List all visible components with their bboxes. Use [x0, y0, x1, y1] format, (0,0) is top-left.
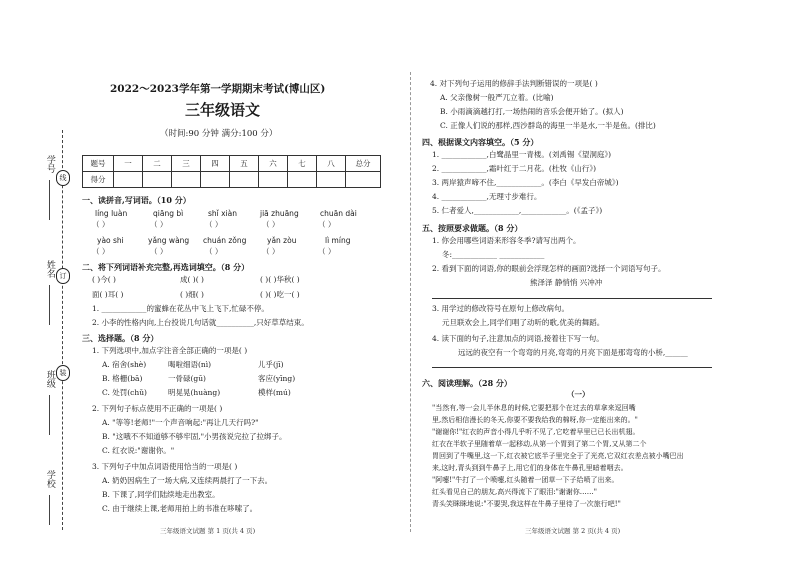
option-c[interactable]: C. 由于继续上课,老师用拍上的书准在哆嗦了。 — [102, 504, 258, 513]
score-cell[interactable] — [317, 172, 346, 188]
option-item: 明晃晃(huàng) — [168, 388, 221, 397]
name-label: 姓名 — [44, 260, 55, 278]
idiom-blank[interactable]: ( )今( ) — [92, 275, 116, 284]
poem-fill[interactable]: 1. ____________,白鹭晶里一青楼。(刘禹锡《望洞庭》) — [432, 150, 612, 159]
idiom-blank[interactable]: 成( )( ) — [180, 275, 204, 284]
answer-paren[interactable]: （ ） — [262, 220, 280, 229]
question-text: 1. 下列选项中,加点字注音全部正确的一项是( ) — [92, 346, 248, 355]
answer-paren[interactable]: （ ） — [92, 220, 110, 229]
question-text: 2. 下列句子标点使用不正确的一项是( ) — [92, 404, 223, 413]
word-list: 熊泽泽 静悄悄 兴冲冲 — [530, 278, 603, 287]
passage-line: 胃回到了牛嘴里,这一下,红衣被它底半子里完全于了光亮,它双红衣差点被小嘴巴出 — [432, 452, 684, 460]
page-footer-right: 三年级语文试题 第 2 页(共 4 页) — [525, 527, 621, 535]
question-text: 1. 你会用哪些词语来形容冬季?请写出两个。 — [432, 236, 581, 245]
exam-duration: （时间:90 分钟 满分:100 分） — [160, 129, 278, 139]
binding-dashed-line — [62, 130, 63, 530]
question-text: 2. 看到下面的词语,你的眼前会浮现怎样的画面?选择一个词语写句子。 — [432, 264, 666, 273]
option-item: 一骨碌(gū) — [168, 374, 206, 383]
section-3-title: 三、选择题。（8 分） — [82, 333, 159, 343]
continuation-sentence[interactable]: 远远的夜空有一个弯弯的月亮,弯弯的月亮下面是那弯弯的小桥,______ — [458, 348, 688, 357]
answer-paren[interactable]: （ ） — [318, 247, 336, 256]
score-header-cell: 五 — [230, 156, 259, 172]
option-c[interactable]: C. 处罚(chǔ) — [102, 388, 147, 397]
option-b[interactable]: B. 格栅(bā) — [102, 374, 143, 383]
seal-pack-mark: 装 — [56, 365, 70, 381]
section-1-title: 一、读拼音,写词语。（10 分） — [82, 195, 191, 205]
exam-title: 2022～2023学年第一学期期末考试(博山区) — [110, 83, 326, 95]
poem-fill[interactable]: 2. ____________,霜叶红于二月花。(杜牧《山行》) — [432, 164, 597, 173]
score-header-cell: 一 — [114, 156, 143, 172]
idiom-blank[interactable]: ( )( )吃一( ) — [260, 290, 300, 299]
score-cell[interactable] — [259, 172, 288, 188]
pinyin-item: jiā zhuāng — [260, 209, 299, 218]
score-header-cell: 八 — [317, 156, 346, 172]
answer-paren[interactable]: （ ） — [262, 247, 280, 256]
question-text: 4. 对下列句子运用的修辞手法判断错误的一项是( ) — [430, 79, 598, 88]
score-header-cell: 六 — [259, 156, 288, 172]
section-4-title: 四、根据课文内容填空。（5 分） — [422, 137, 539, 147]
passage-line: 红衣在半软子里随着草一起移动,从第一个胃到了第二个胃,又从第二个 — [432, 440, 647, 448]
score-header-cell: 七 — [288, 156, 317, 172]
pinyin-item: shǐ xiàn — [208, 209, 238, 218]
question-text: 4. 读下面的句子,注意加点的词语,接着往下写一句。 — [432, 334, 604, 343]
pinyin-item: yào shi — [97, 236, 124, 245]
passage-line: 红头看见自己的朋友,高兴得流下了眼泪:"谢谢你……" — [432, 488, 598, 496]
seal-line-mark: 线 — [56, 170, 70, 186]
idiom-blank[interactable]: ( )细( ) — [180, 290, 204, 299]
column-divider — [410, 72, 411, 532]
pinyin-item: yǎng wàng — [148, 236, 190, 245]
sentence-to-edit[interactable]: 元旦联欢会上,同学们唱了动听的歌,优美的舞蹈。 — [442, 318, 605, 327]
answer-paren[interactable]: （ ） — [92, 247, 110, 256]
question-text: 3. 用学过的修改符号在原句上修改病句。 — [432, 304, 570, 313]
answer-paren[interactable]: （ ） — [150, 220, 168, 229]
option-b[interactable]: B. 下课了,同学们陆续地走出教室。 — [102, 490, 220, 499]
option-item: 模样(mú) — [258, 388, 291, 397]
option-b[interactable]: B. "这哦不不知道够不够牢固,"小男孩说完拉了拉绑子。 — [102, 432, 287, 441]
score-cell[interactable] — [114, 172, 143, 188]
score-cell[interactable] — [288, 172, 317, 188]
answer-line[interactable]: 冬:____________ ____________ — [442, 250, 545, 259]
score-header-cell: 二 — [143, 156, 172, 172]
answer-paren[interactable]: （ ） — [318, 220, 336, 229]
score-cell[interactable] — [230, 172, 259, 188]
writing-line[interactable] — [432, 367, 712, 368]
pinyin-item: chuán zǒng — [203, 236, 247, 245]
subject-title: 三年级语文 — [185, 101, 261, 119]
option-c[interactable]: C. 红衣说:"谢谢你。" — [102, 446, 175, 455]
score-table — [82, 155, 381, 188]
score-header-cell: 三 — [172, 156, 201, 172]
school-id-label: 学号 — [44, 155, 55, 173]
poem-fill[interactable]: 4. ____________,无理寸步难行。 — [432, 192, 542, 201]
answer-paren[interactable]: （ ） — [150, 247, 168, 256]
score-row-label: 得分 — [83, 172, 114, 188]
reading-part-label: （一） — [567, 390, 590, 399]
answer-paren[interactable]: （ ） — [205, 220, 223, 229]
option-a[interactable]: A. "等等!老师!"一个声音响起:"再让几天行吗?" — [102, 418, 259, 427]
score-header-cell: 题号 — [83, 156, 114, 172]
question-text: 3. 下列句子中加点词语使用恰当的一项是( ) — [92, 462, 238, 471]
passage-line: 里,然后相信漫长的冬天,你要不要我给我的棉呀,你一定能出来的。" — [432, 416, 638, 424]
passage-line: "当然有,等一会儿半休息的时候,它要把那个在过去的草拿来逗回嘴 — [432, 404, 636, 412]
answer-paren[interactable]: （ ） — [205, 247, 223, 256]
section-2-title: 二、将下列词语补充完整,再选词填空。（8 分） — [82, 262, 250, 272]
option-item: 客应(yīng) — [258, 374, 296, 383]
section-6-title: 六、阅读理解。（28 分） — [422, 378, 512, 388]
score-header-cell: 四 — [201, 156, 230, 172]
poem-fill[interactable]: 5. 仁者爱人,____________,____________。(《孟子》) — [432, 206, 603, 215]
pinyin-item: qiāng bì — [153, 209, 184, 218]
option-a[interactable]: A. 宿舍(shè) — [102, 360, 147, 369]
passage-line: "谢谢你!"红衣的声音小得几乎听不见了,它吃着早里已已长出机翅。 — [432, 428, 640, 436]
name-field[interactable] — [49, 285, 50, 325]
school-id-field[interactable] — [49, 180, 50, 220]
option-b[interactable]: B. 小雨滴滴越打打,一场热闹的音乐会便开始了。(拟人) — [440, 107, 624, 116]
idiom-blank[interactable]: 面( )耳( ) — [92, 290, 124, 299]
writing-line[interactable] — [432, 298, 712, 299]
school-label: 学校 — [44, 470, 55, 488]
page-footer-left: 三年级语文试题 第 1 页(共 4 页) — [160, 527, 256, 535]
score-cell[interactable] — [172, 172, 201, 188]
score-cell[interactable] — [201, 172, 230, 188]
score-cell[interactable] — [346, 172, 381, 188]
score-header-cell: 总分 — [346, 156, 381, 172]
fill-sentence[interactable]: 2. 小李的性格内向,上台投说几句话就__________,只好草草结束。 — [92, 318, 309, 327]
school-field[interactable] — [49, 495, 50, 525]
option-a[interactable]: A. 奶奶因病生了一场大病,又连续两晨打了一下去。 — [102, 476, 273, 485]
section-5-title: 五、按照要求做题。（8 分） — [422, 223, 523, 233]
seal-bind-mark: 订 — [56, 268, 70, 284]
pinyin-item: chuān dài — [320, 209, 357, 218]
passage-line: 青头笑眯眯地说:"不要哭,我这样在牛鼻子里待了一次旅行吧!" — [432, 500, 621, 508]
poem-fill[interactable]: 3. 两岸猿声啼不住,____________。(李白《早发白帝城》) — [432, 178, 619, 187]
option-item: 喝啦细语(nì) — [168, 360, 212, 369]
option-c[interactable]: C. 正像人们说的那样,西沙群岛的海里一半是水,一半是鱼。(排比) — [440, 121, 656, 130]
passage-line: "阿嚏!"牛打了一个喷嚏,红头随着一团草一下子给喷了出来。 — [432, 476, 619, 484]
pinyin-item: yǎn zòu — [267, 236, 297, 245]
pinyin-item: lì míng — [325, 236, 351, 245]
idiom-blank[interactable]: ( )( )华秋( ) — [260, 275, 300, 284]
pinyin-item: líng luàn — [95, 209, 128, 218]
passage-line: 来,这时,青头到到牛鼻子上,用它们的身体在牛鼻孔里暗着咽去。 — [432, 464, 628, 472]
option-item: 儿乎(jī) — [258, 360, 284, 369]
class-label: 班级 — [44, 370, 55, 388]
score-cell[interactable] — [143, 172, 172, 188]
fill-sentence[interactable]: 1. ____________的蜜蜂在花丛中飞上飞下,忙碌不停。 — [92, 304, 269, 313]
option-a[interactable]: A. 父亲像树一般严兀立着。(比喻) — [440, 93, 554, 102]
class-field[interactable] — [49, 395, 50, 435]
